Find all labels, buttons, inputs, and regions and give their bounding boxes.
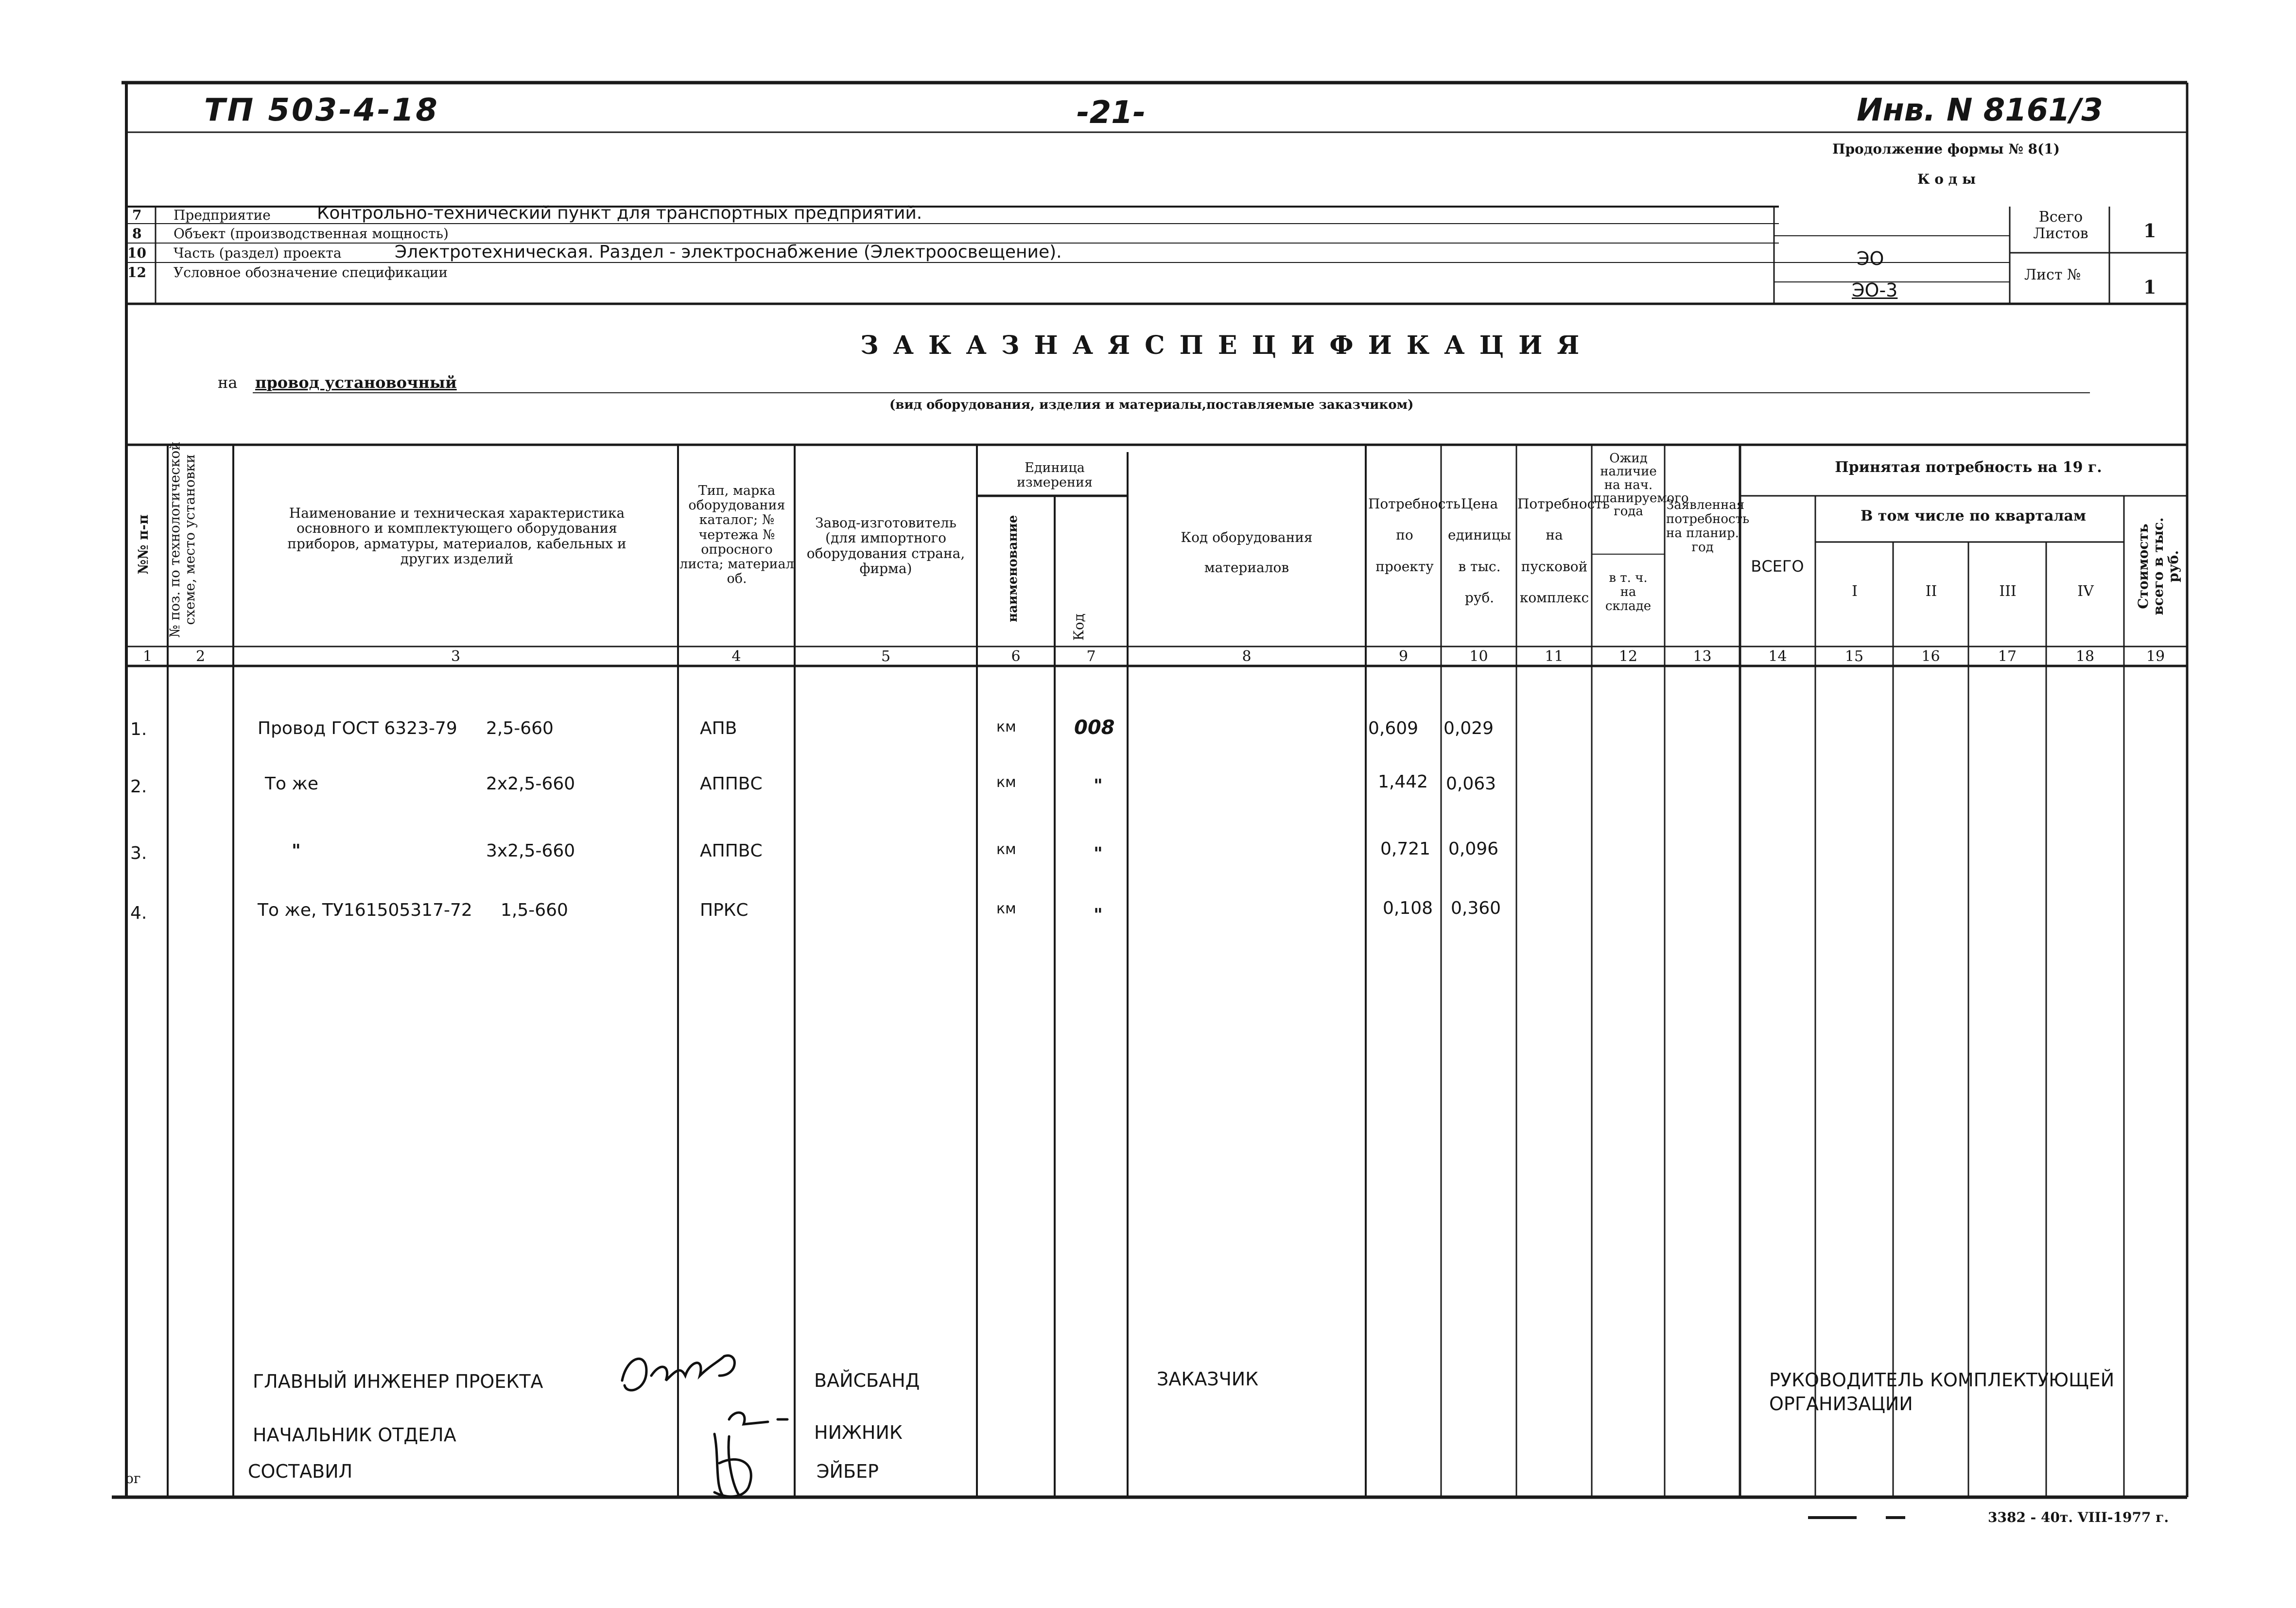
item-type: АПВ — [700, 718, 737, 738]
row-index: 2. — [130, 777, 147, 797]
form-continuation: Продолжение формы № 8(1) — [1832, 141, 2060, 157]
column-number: 11 — [1545, 648, 1564, 665]
header-total-cost: Стоимость всего в тыс. руб. — [2135, 517, 2181, 615]
header-quarter-2: II — [1925, 583, 1937, 600]
sheet-number-value: 1 — [2143, 276, 2157, 298]
project-part-value: Электротехническая. Раздел - электроснабжение (Электроосвещение). — [395, 242, 1062, 262]
print-info: 3382 - 40т. VIII-1977 г. — [1988, 1509, 2169, 1525]
item-type: АППВС — [700, 774, 763, 794]
header-unit-code: Код — [1071, 613, 1087, 641]
chief-engineer-name: ВАЙСБАНД — [814, 1370, 920, 1391]
item-spec: 3x2,5-660 — [486, 841, 575, 861]
item-name: Провод ГОСТ 6323-79 — [258, 718, 457, 738]
compiled-by-label: СОСТАВИЛ — [248, 1461, 353, 1482]
inventory-number: Инв. N 8161/3 — [1857, 92, 2103, 128]
column-number: 15 — [1844, 648, 1864, 665]
margin-mark: ог — [125, 1470, 141, 1486]
header-quarter-3: III — [1999, 583, 2017, 600]
page-title: З А К А З Н А Я С П Е Ц И Ф И К А Ц И Я — [860, 331, 1583, 360]
header-unit-name: наименование — [1006, 515, 1020, 622]
row-number: 8 — [132, 226, 142, 242]
total-sheets-label: Всего Листов — [2033, 209, 2088, 242]
subject-caption: (вид оборудования, изделия и материалы,поставляемые заказчиком) — [889, 398, 1414, 412]
column-number: 8 — [1242, 648, 1252, 665]
column-number: 19 — [2146, 648, 2165, 665]
sheet-number-label: Лист № — [2024, 266, 2081, 283]
doc-code: ТП 503-4-18 — [204, 92, 439, 128]
item-type: ПРКС — [700, 900, 748, 920]
row-label: Часть (раздел) проекта — [174, 245, 342, 261]
column-number: 4 — [731, 648, 741, 665]
row-number: 7 — [132, 207, 142, 223]
column-number: 17 — [1998, 648, 2017, 665]
item-quantity: 0,721 — [1380, 839, 1431, 859]
codes-label: К о д ы — [1917, 171, 1976, 187]
column-number: 5 — [881, 648, 891, 665]
item-name: То же, ТУ161505317-72 — [258, 900, 472, 920]
item-price: 0,096 — [1448, 839, 1499, 859]
item-quantity: 0,108 — [1383, 898, 1433, 918]
column-number: 7 — [1086, 648, 1096, 665]
customer-label: ЗАКАЗЧИК — [1157, 1368, 1259, 1390]
row-label: Предприятие — [174, 207, 271, 223]
column-number: 12 — [1618, 648, 1638, 665]
header-demand: Потребность по проекту — [1368, 496, 1461, 575]
item-name: " — [292, 841, 301, 861]
header-declared-demand: Заявленная потребность на планир. год — [1666, 498, 1750, 555]
row-index: 1. — [130, 719, 147, 739]
item-spec: 2,5-660 — [486, 718, 554, 738]
item-unit-code: 008 — [1074, 717, 1115, 739]
row-number: 12 — [127, 264, 146, 280]
item-unit: км — [996, 718, 1016, 735]
header-accepted-demand: Принятая потребность на 19 г. — [1835, 459, 2102, 476]
column-number: 13 — [1693, 648, 1712, 665]
item-unit: км — [996, 841, 1016, 858]
header-launch-demand: Потребность на пусковой комплекс — [1517, 496, 1610, 606]
column-number: 3 — [451, 648, 461, 665]
column-number: 10 — [1469, 648, 1488, 665]
header-quarter-4: IV — [2077, 583, 2094, 600]
header-total: ВСЕГО — [1751, 557, 1804, 576]
column-number: 18 — [2075, 648, 2095, 665]
header-in-stock: в т. ч. на складе — [1605, 571, 1652, 614]
item-unit: км — [996, 900, 1016, 917]
supplier-head-label: РУКОВОДИТЕЛЬ КОМПЛЕКТУЮЩЕЙ ОРГАНИЗАЦИИ — [1769, 1369, 2115, 1415]
page-number: -21- — [1077, 95, 1146, 131]
column-number: 9 — [1398, 648, 1409, 665]
column-number: 2 — [195, 648, 206, 665]
row-index: 3. — [130, 843, 147, 863]
header-type: Тип, марка оборудования каталог; № чертежа № опросного листа; материал об. — [679, 483, 794, 587]
header-quarters: В том числе по кварталам — [1860, 507, 2087, 524]
column-number: 16 — [1921, 648, 1940, 665]
subject-value: провод установочный — [255, 373, 457, 392]
header-name: Наименование и техническая характеристика основного и комплектующего оборудования приборов, арматуры, материалов, кабельных и других изделий — [287, 505, 626, 567]
header-position: № поз. по технологической схеме, место установки — [167, 441, 198, 638]
item-quantity: 0,609 — [1368, 718, 1419, 738]
item-unit-code: " — [1094, 844, 1103, 864]
total-sheets-value: 1 — [2143, 220, 2157, 242]
header-unit-price: Цена единицы в тыс. руб. — [1447, 496, 1512, 606]
item-price: 0,360 — [1451, 898, 1501, 918]
row-index: 4. — [130, 903, 147, 923]
code-eo-3: ЭО-3 — [1852, 280, 1898, 301]
item-price: 0,029 — [1444, 718, 1494, 738]
item-spec: 2x2,5-660 — [486, 774, 575, 794]
header-quarter-1: I — [1852, 583, 1858, 600]
row-label: Объект (производственная мощность) — [174, 226, 449, 242]
column-number: 6 — [1011, 648, 1021, 665]
header-equipment-code: Код оборудования материалов — [1181, 529, 1313, 576]
item-unit: км — [996, 774, 1016, 791]
header-unit-group: Единица измерения — [1017, 460, 1093, 490]
chief-engineer-label: ГЛАВНЫЙ ИНЖЕНЕР ПРОЕКТА — [253, 1371, 543, 1392]
header-manufacturer: Завод-изготовитель (для импортного оборудования страна, фирма) — [806, 515, 965, 577]
item-unit-code: " — [1094, 905, 1103, 925]
department-head-label: НАЧАЛЬНИК ОТДЕЛА — [253, 1424, 456, 1446]
compiled-by-name: ЭЙБЕР — [817, 1461, 879, 1482]
subject-prefix: на — [218, 373, 238, 392]
header-expected-stock: Ожид наличие на нач. планируемого года — [1593, 451, 1689, 519]
column-number: 14 — [1768, 648, 1787, 665]
row-label: Условное обозначение спецификации — [174, 264, 448, 280]
item-type: АППВС — [700, 841, 763, 861]
item-unit-code: " — [1094, 776, 1103, 796]
column-number: 1 — [142, 648, 153, 665]
department-head-name: НИЖНИК — [814, 1422, 903, 1443]
code-eo: ЭО — [1857, 248, 1884, 269]
header-row-number: №№ п-п — [135, 514, 151, 575]
item-spec: 1,5-660 — [501, 900, 568, 920]
item-name: То же — [265, 774, 319, 794]
row-number: 10 — [127, 245, 146, 261]
enterprise-value: Контрольно-технический пункт для транспортных предприятий. — [317, 203, 922, 223]
item-quantity: 1,442 — [1378, 772, 1428, 792]
item-price: 0,063 — [1446, 774, 1496, 794]
